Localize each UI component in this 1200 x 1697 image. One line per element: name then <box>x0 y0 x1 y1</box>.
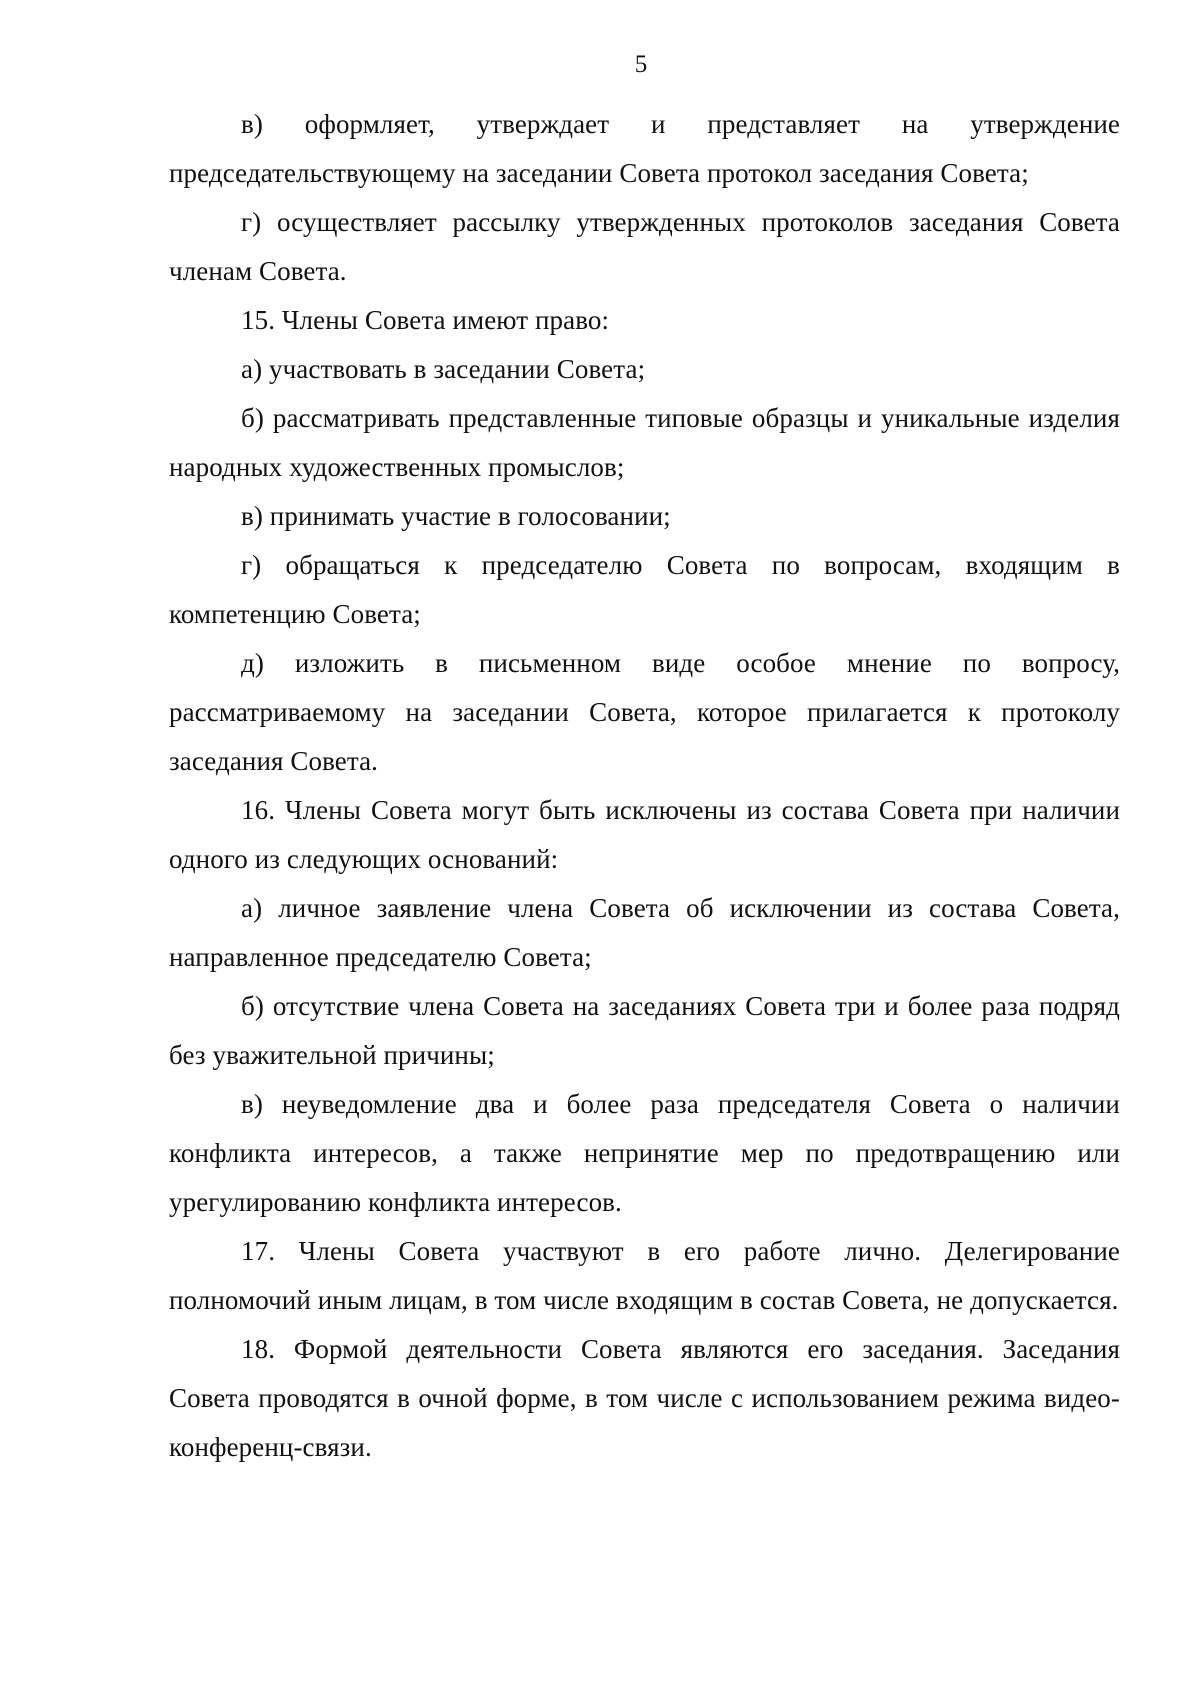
paragraph-17-personal-work: 17. Члены Совета участвуют в его работе лично. Делегирование полномочий иным лицам, в том числе входящим в состав Совета, не допускается. <box>169 1236 1120 1315</box>
paragraph-d-dissent: д) изложить в письменном виде особое мнение по вопросу, рассматриваемому на заседании Совета, которое прилагается к протоколу заседания Совета. <box>169 648 1120 776</box>
paragraph-b-absence: б) отсутствие члена Совета на заседаниях Совета три и более раза подряд без уважительной причины; <box>169 991 1120 1070</box>
paragraph-a-participate: а) участвовать в заседании Совета; <box>241 354 646 384</box>
paragraph-a-personal-statement: а) личное заявление члена Совета об исключении из состава Совета, направленное председателю Совета; <box>169 893 1120 972</box>
paragraph-v-protocol: в) оформляет, утверждает и представляет на утверждение председательствующему на заседании Совета протокол заседания Совета; <box>169 109 1120 188</box>
paragraph-16-exclusion: 16. Члены Совета могут быть исключены из состава Совета при наличии одного из следующих оснований: <box>169 795 1120 874</box>
document-body <box>169 100 1120 1472</box>
paragraph-b-review-samples: б) рассматривать представленные типовые образцы и уникальные изделия народных художественных промыслов; <box>169 403 1120 482</box>
paragraph-18-meetings-form: 18. Формой деятельности Совета являются его заседания. Заседания Совета проводятся в очной форме, в том числе с использованием режима видео-конференц-связи. <box>169 1334 1120 1462</box>
paragraph-g-appeal-chair: г) обращаться к председателю Совета по вопросам, входящим в компетенцию Совета; <box>169 550 1120 629</box>
paragraph-v-conflict-interest: в) неуведомление два и более раза председателя Совета о наличии конфликта интересов, а также непринятие мер по предотвращению или урегулированию конфликта интересов. <box>169 1089 1120 1217</box>
paragraph-g-distribution: г) осуществляет рассылку утвержденных протоколов заседания Совета членам Совета. <box>169 207 1120 286</box>
paragraph-15-rights: 15. Члены Совета имеют право: <box>241 305 610 335</box>
page-number: 5 <box>634 51 648 78</box>
paragraph-v-voting: в) принимать участие в голосовании; <box>241 501 671 531</box>
